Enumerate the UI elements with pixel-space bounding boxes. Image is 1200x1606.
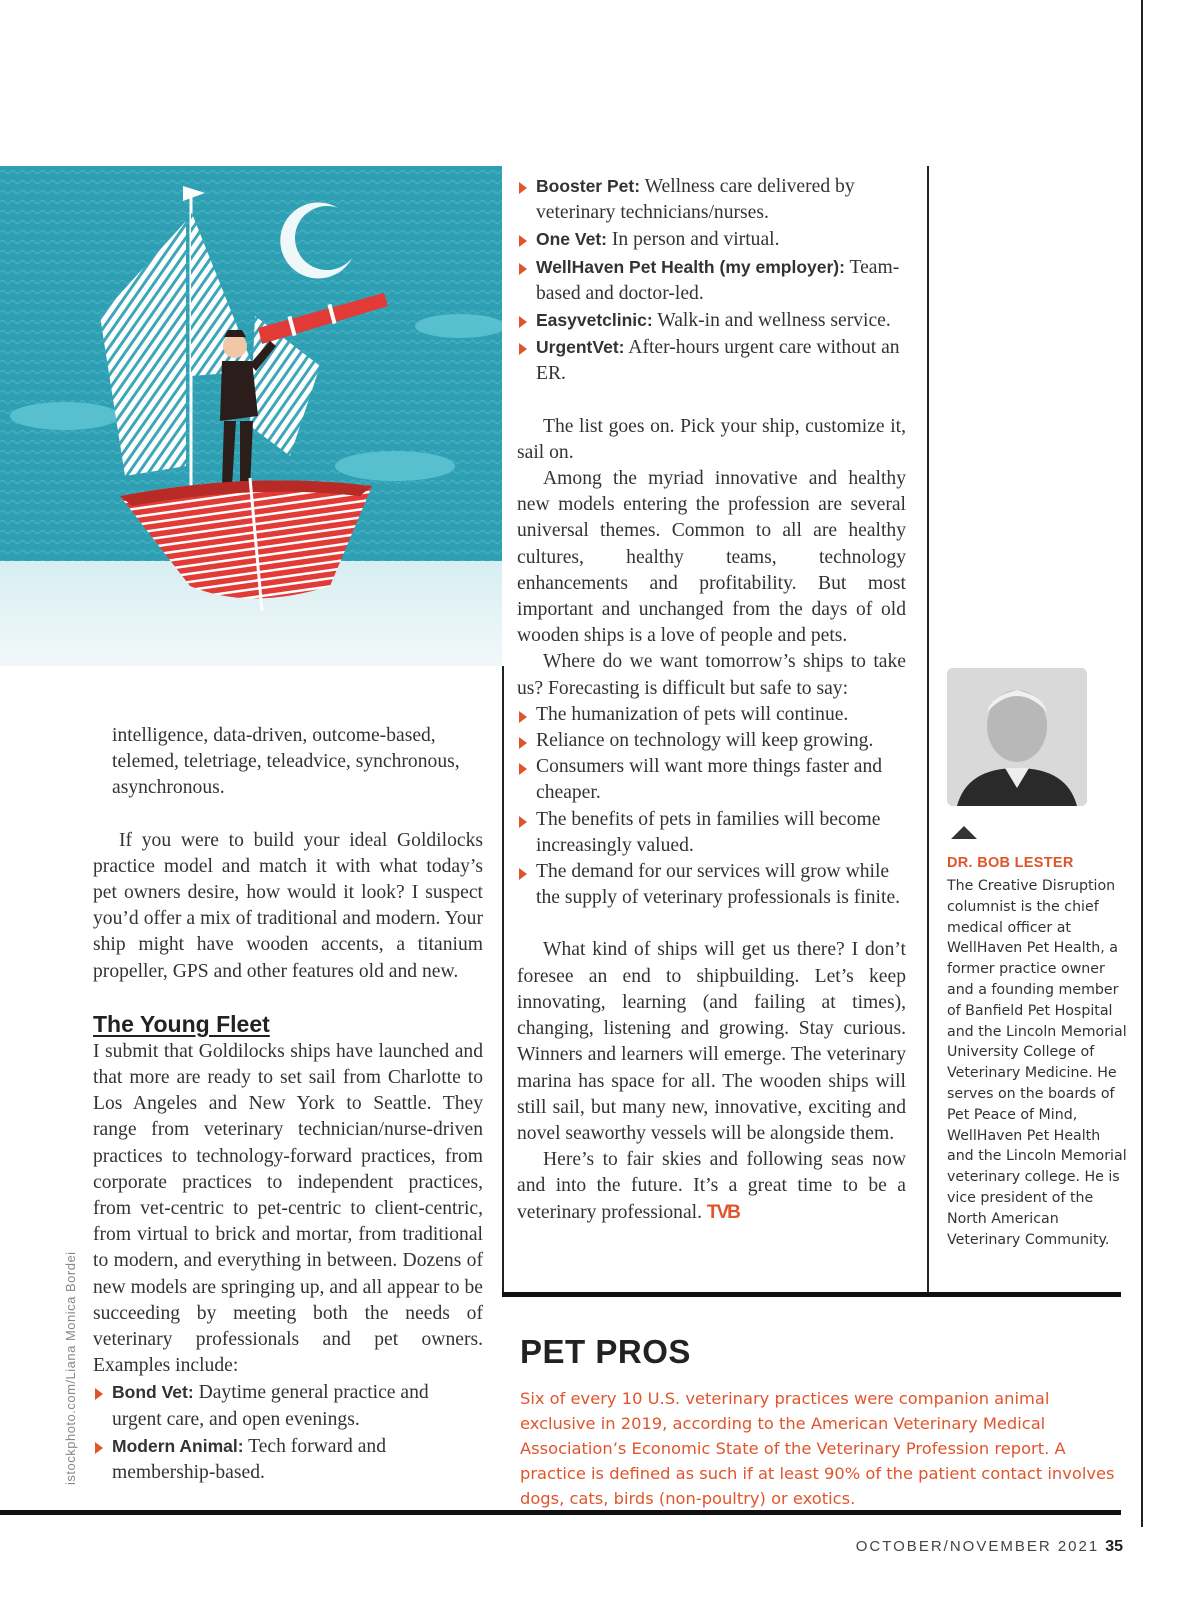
section-subhead: The Young Fleet	[93, 1010, 270, 1037]
list-item-text: Wellness care delivered by veterinary technicians/nurses.	[536, 176, 855, 224]
author-name: DR. BOB LESTER	[947, 855, 1074, 871]
list-item-lead: UrgentVet:	[536, 337, 625, 358]
list-item: The humanization of pets will continue.	[517, 702, 906, 728]
list-item-lead: WellHaven Pet Health (my employer):	[536, 256, 845, 277]
list-item: Reliance on technology will keep growing.	[517, 728, 906, 754]
author-portrait-image	[947, 668, 1087, 806]
middle-column	[517, 173, 906, 1226]
footer-rule	[0, 1510, 1121, 1515]
list-item	[517, 307, 906, 334]
paragraph: Among the myriad innovative and healthy new models entering the profession are several universal themes. Common to all are healthy cultures, healthy teams, technology enhancements and profitability. But most important and unchanged from the days of old wooden ships is a love of people and pets.	[517, 468, 906, 647]
column-rule-left	[502, 666, 504, 1292]
list-item-text: Tech forward and membership-based.	[112, 1435, 387, 1484]
pet-pros-body: Six of every 10 U.S. veterinary practices were companion animal exclusive in 2019, according to the American Veterinary Medical Association’s Economic State of the Veterinary Profession report. A practice is defined as such if at least 90% of the patient contact involves dogs, cats, birds (non-poultry) or exotics.	[520, 1389, 1115, 1508]
continued-line: intelligence, data-driven, outcome-based,	[112, 725, 436, 746]
list-item-text: After-hours urgent care without an ER.	[536, 337, 900, 385]
paragraph: The list goes on. Pick your ship, customize it, sail on.	[517, 415, 906, 463]
photo-credit: istockphoto.com/Liana Monica Bordei	[63, 1251, 78, 1485]
pointer-arrow-icon	[951, 826, 977, 839]
list-item: The benefits of pets in families will become increasingly valued.	[517, 807, 906, 859]
list-item-text: Daytime general practice and urgent care, and open evenings.	[112, 1382, 429, 1430]
list-item-lead: Modern Animal:	[112, 1435, 244, 1456]
author-bio: The Creative Disruption columnist is the chief medical officer at WellHaven Pet Health, a former practice owner and a founding member of Banfield Pet Hospital and the Lincoln Memorial University College of Veterinary Medicine. He serves on the boards of Pet Peace of Mind, WellHaven Pet Health and the Lincoln Memorial veterinary college. He is vice president of the North American Veterinary Community.	[947, 878, 1127, 1248]
list-item-lead: Booster Pet:	[536, 176, 641, 196]
list-item	[517, 334, 906, 387]
list-item	[93, 1379, 483, 1432]
list-item-lead: Easyvetclinic:	[536, 310, 653, 331]
column-rule	[927, 166, 929, 1292]
paragraph: If you were to build your ideal Goldilocks practice model and match it with what today’s pet owners desire, how would it look? I suspect you’d offer a mix of traditional and modern. Your ship might have wooden accents, a titanium propeller, GPS and other features old and new.	[93, 829, 483, 982]
left-column	[93, 723, 483, 1486]
continued-line: telemed, teletriage, teleadvice, synchronous,	[112, 751, 460, 773]
examples-list-continued	[517, 173, 906, 388]
author-photo	[947, 668, 1087, 806]
list-item	[517, 173, 906, 226]
ship-telescope-image	[0, 166, 502, 666]
page-edge-rule	[1141, 0, 1143, 1527]
tvb-end-mark: TVB	[706, 1201, 739, 1223]
examples-list	[93, 1379, 483, 1486]
forecast-list	[517, 702, 906, 912]
list-item-text: Team-based and doctor-led.	[536, 256, 900, 304]
paragraph: I submit that Goldilocks ships have launched and that more are ready to set sail from Charlotte to Los Angeles and New York to Seattle. They range from veterinary technician/nurse-driven practices to technology-forward practices, from corporate practices to independent practices, from vet-centric to pet-centric to client-centric, from virtual to brick and mortar, from traditional to modern, and everything in between. Dozens of new models are springing up, and all appear to be succeeding by meeting both the needs of veterinary professionals and pet owners. Examples include:	[93, 1040, 483, 1377]
paragraph: What kind of ships will get us there? I don’t foresee an end to shipbuilding. Let’s keep innovating, learning (and failing at times), changing, listening and growing. Stay curious. Winners and learners will emerge. The veterinary marina has space for all. The wooden ships will still sail, but many new, innovative, exciting and novel seaworthy vessels will be alongside them.	[517, 939, 906, 1144]
continued-list-item	[93, 723, 483, 802]
issue-date: OCTOBER/NOVEMBER 2021	[855, 1538, 1100, 1555]
paragraph: Where do we want tomorrow’s ships to take us? Forecasting is difficult but safe to say:	[517, 651, 906, 699]
continued-line: asynchronous.	[112, 777, 225, 799]
ship-illustration	[0, 166, 502, 666]
list-item: Consumers will want more things faster and cheaper.	[517, 754, 906, 806]
pet-pros-title: PET PROS	[520, 1333, 691, 1370]
page-number: 35	[1105, 1538, 1123, 1555]
list-item-lead: Bond Vet:	[112, 1382, 194, 1403]
list-item-text: In person and virtual.	[607, 229, 780, 251]
paragraph	[517, 1147, 906, 1226]
closing-text: Here’s to fair skies and following seas now and into the future. It’s a great time to be a veterinary professional.	[517, 1149, 906, 1223]
list-item	[93, 1433, 483, 1486]
page-footer	[856, 1538, 1123, 1556]
list-item-text: Walk-in and wellness service.	[652, 310, 891, 332]
list-item: The demand for our services will grow while the supply of veterinary professionals is finite.	[517, 859, 906, 911]
list-item	[517, 226, 906, 253]
list-item-lead: One Vet:	[536, 229, 607, 250]
pet-pros-top-rule	[502, 1292, 1121, 1297]
list-item	[517, 254, 906, 307]
